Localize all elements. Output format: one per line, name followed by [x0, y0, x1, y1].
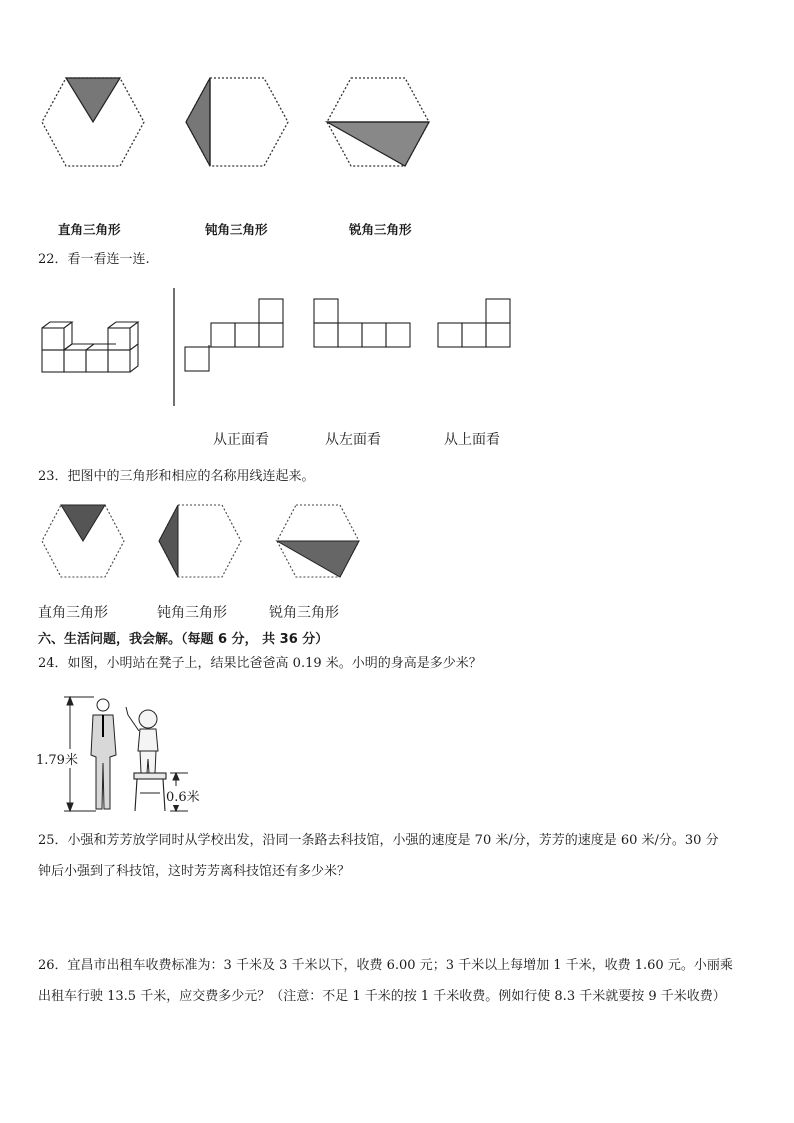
q23-hexagon-acute — [275, 503, 361, 579]
view-grid-1 — [183, 297, 285, 375]
hexagon-right-triangle-figure — [40, 76, 146, 168]
q24-stool-height-label: 0.6米 — [166, 786, 200, 805]
section-6-heading: 六、生活问题，我会解。（每题 6 分， 共 36 分） — [38, 632, 329, 647]
q23-label-obtuse: 钝角三角形 — [157, 605, 227, 621]
view-label-left: 从左面看 — [325, 432, 381, 448]
q23-hexagon-obtuse — [157, 503, 243, 579]
view-label-top: 从上面看 — [444, 432, 500, 448]
q26-line-2: 出租车行驶 13.5 千米，应交费多少元？（注意：不足 1 千米的按 1 千米收费。例如行使 8.3 千米就要按 9 千米收费） — [38, 989, 726, 1004]
q25-line-2: 钟后小强到了科技馆，这时芳芳离科技馆还有多少米？ — [38, 864, 351, 879]
q22-title: 22．看一看连一连. — [38, 252, 150, 267]
cube-assembly-figure — [40, 320, 160, 376]
hexagon-acute-triangle-figure — [325, 76, 431, 168]
q26-line-1: 26．宜昌市出租车收费标准为：3 千米及 3 千米以下，收费 6.00 元；3 千米以上每增加 1 千米，收费 1.60 元。小丽乘 — [38, 958, 733, 973]
q23-label-acute: 锐角三角形 — [269, 605, 339, 621]
q23-title: 23．把图中的三角形和相应的名称用线连起来。 — [38, 469, 315, 484]
view-grid-3 — [436, 297, 516, 351]
q22-divider — [172, 288, 176, 408]
hexagon-obtuse-triangle-figure — [184, 76, 290, 168]
view-grid-2 — [312, 297, 414, 351]
q23-label-right: 直角三角形 — [38, 605, 108, 621]
q24-text: 24．如图，小明站在凳子上，结果比爸爸高 0.19 米。小明的身高是多少米？ — [38, 656, 482, 671]
view-label-front: 从正面看 — [213, 432, 269, 448]
q23-hexagon-right — [40, 503, 126, 579]
top-label-obtuse: 钝角三角形 — [205, 222, 268, 237]
top-label-acute: 锐角三角形 — [349, 222, 412, 237]
q25-line-1: 25．小强和芳芳放学同时从学校出发，沿同一条路去科技馆，小强的速度是 70 米/分，芳芳的速度是 60 米/分。30 分 — [38, 833, 719, 848]
top-label-right: 直角三角形 — [58, 222, 121, 237]
q24-dad-height-label: 1.79米 — [36, 749, 78, 768]
